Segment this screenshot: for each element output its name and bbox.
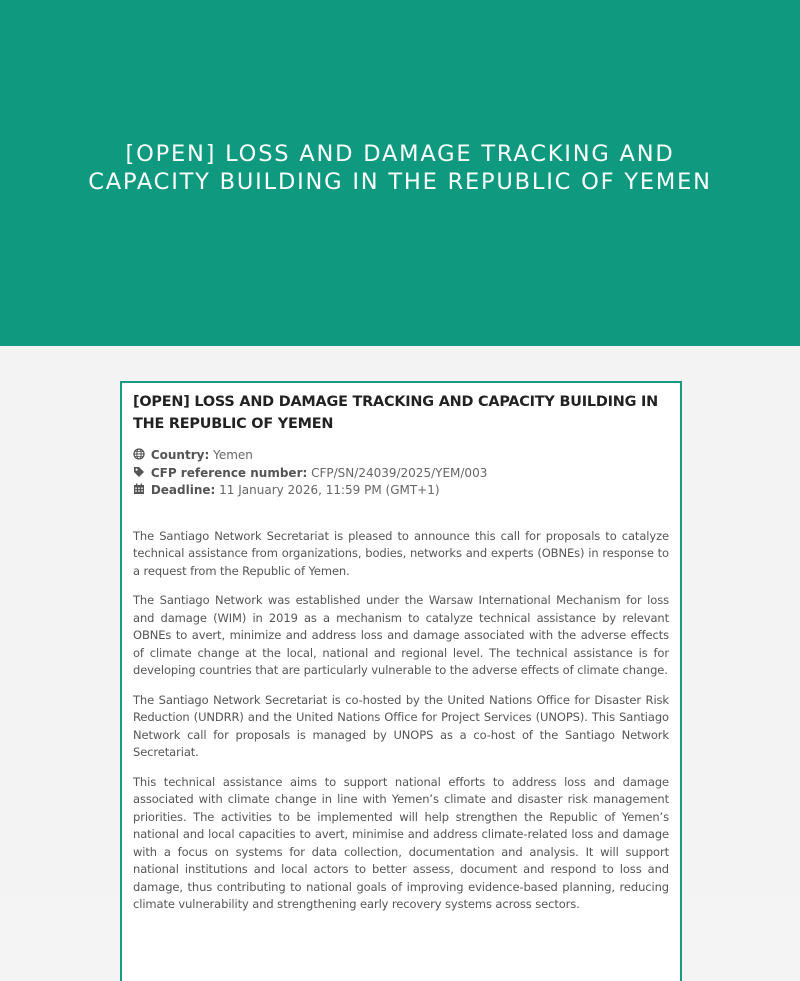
meta-country (133, 447, 669, 465)
calendar-icon (133, 483, 145, 495)
call-for-proposal-card (120, 381, 682, 981)
paragraph-intro: The Santiago Network Secretariat is pleased to announce this call for proposals to catalyze technical assistance from organizations, bodies, networks and experts (OBNEs) in response to a request from the Republic of Yemen. (133, 528, 669, 578)
paragraph-santiago-network: The Santiago Network was established under the Warsaw International Mechanism for loss and damage (WIM) in 2019 as a mechanism to catalyze technical assistance by relevant OBNEs to avert, minimize and address loss and damage associated with the adverse effects of climate change at the local, national and regional level. The technical assistance is for developing countries that are particularly vulnerable to the adverse effects of climate change. (133, 593, 669, 678)
cfp-label: CFP reference number: (150, 465, 308, 480)
meta-cfp-reference (133, 465, 669, 483)
paragraph-technical-assistance: This technical assistance aims to support national efforts to address loss and damage associated with climate change in line with Yemen’s climate and disaster risk management priorities. The activities to be implemented will help strengthen the Republic of Yemen’s national and local capacities to avert, minimise and address climate-related loss and damage with a focus on systems for data collection, documentation and analysis. It will support national institutions and local actors to better assess, document and respond to loss and damage, thus contributing to national goals of improving evidence-based planning, reducing climate vulnerability and strengthening early recovery systems across sectors. (133, 774, 669, 912)
page-title: [OPEN] LOSS AND DAMAGE TRACKING AND CAPACITY BUILDING IN THE REPUBLIC OF YEMEN (88, 141, 712, 195)
cfp-value: CFP/SN/24039/2025/YEM/003 (311, 465, 488, 480)
deadline-value: 11 January 2026, 11:59 PM (GMT+1) (219, 483, 440, 498)
meta-deadline (133, 482, 669, 500)
country-value: Yemen (213, 448, 253, 462)
deadline-label: Deadline: (150, 483, 216, 498)
country-label: Country: (150, 448, 210, 462)
hero-banner (0, 0, 800, 346)
paragraph-co-hosts: The Santiago Network Secretariat is co-hosted by the United Nations Office for Disaster Risk Reduction (UNDRR) and the United Nations Office for Project Services (UNOPS). This Santiago Network call for proposals is managed by UNOPS as a co-host of the Santiago Network Secretariat. (133, 692, 669, 760)
globe-icon (133, 448, 145, 460)
article-title: [OPEN] LOSS AND DAMAGE TRACKING AND CAPACITY BUILDING IN THE REPUBLIC OF YEMEN (133, 394, 658, 432)
tag-icon (133, 466, 145, 478)
proposal-meta (133, 447, 669, 500)
